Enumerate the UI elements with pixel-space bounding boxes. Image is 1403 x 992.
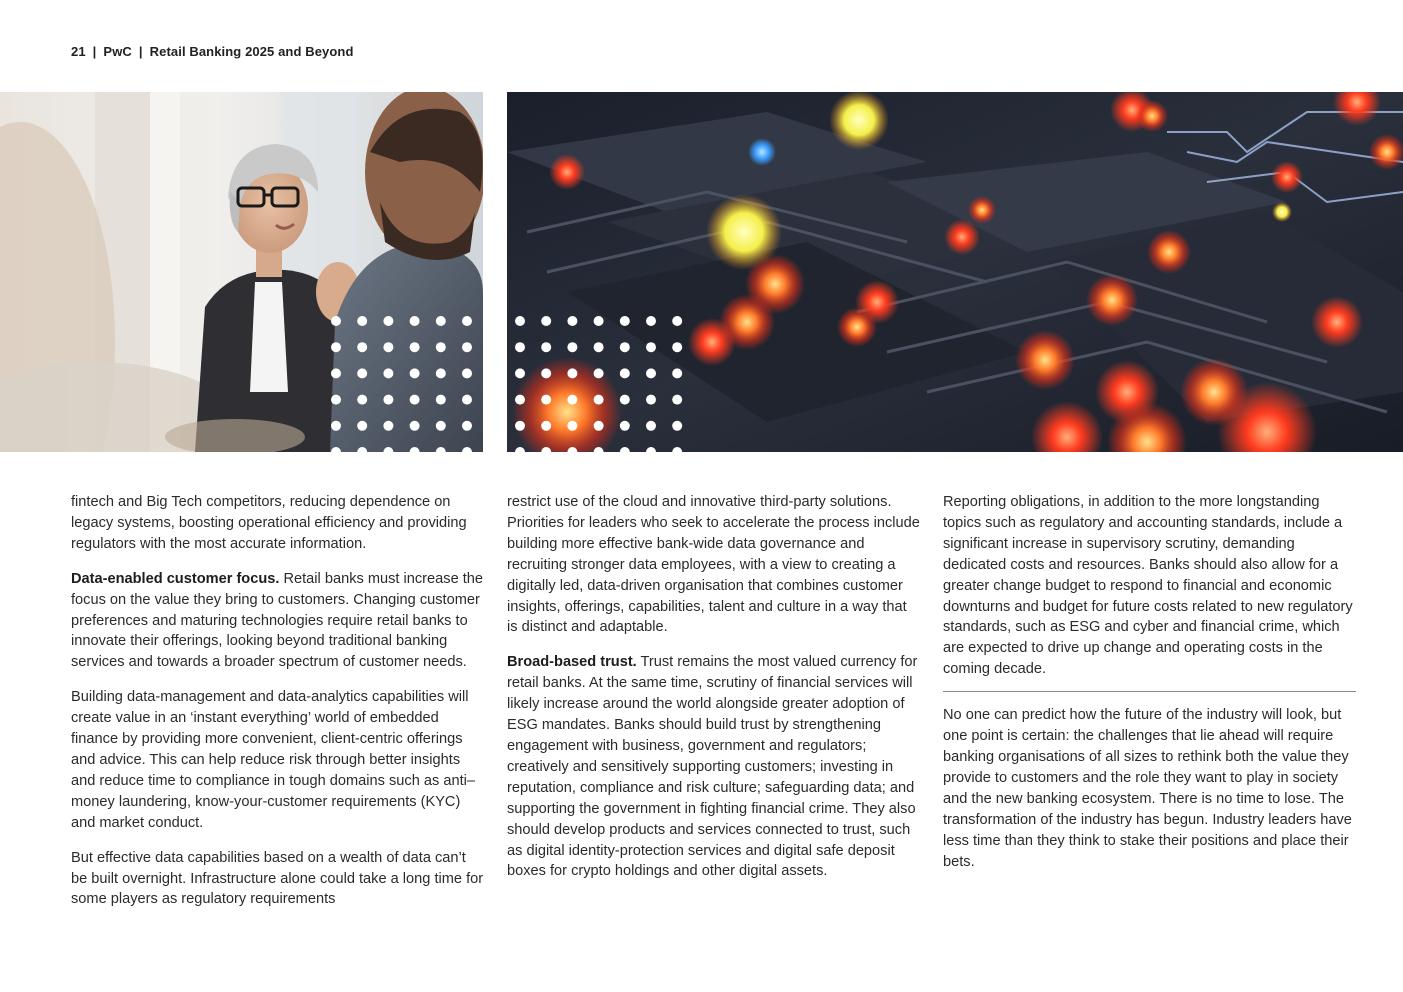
decorative-dot [620, 316, 630, 326]
decorative-dot [436, 342, 446, 352]
decorative-dot [383, 421, 393, 431]
decorative-dot [331, 316, 341, 326]
decorative-dot [567, 421, 577, 431]
decorative-dot [515, 342, 525, 352]
decorative-dot [410, 395, 420, 405]
decorative-dot [357, 395, 367, 405]
document-title: Retail Banking 2025 and Beyond [149, 44, 354, 59]
decorative-dot [436, 368, 446, 378]
paragraph: fintech and Big Tech competitors, reducing dependence on legacy systems, boosting operational efficiency and providing regulators with the most accurate information. [71, 494, 467, 552]
decorative-dot [331, 342, 341, 352]
decorative-dot [462, 342, 472, 352]
decorative-dot [436, 395, 446, 405]
header-separator: | [138, 44, 143, 59]
text-column-3 [943, 492, 1357, 886]
decorative-dot [357, 342, 367, 352]
decorative-dot [620, 395, 630, 405]
circuit-board-photo [507, 92, 1403, 452]
decorative-dot [515, 421, 525, 431]
paragraph [71, 569, 485, 674]
decorative-dot [383, 395, 393, 405]
decorative-dot [410, 368, 420, 378]
decorative-dot [567, 316, 577, 326]
paragraph-body: Trust remains the most valued currency for retail banks. At the same time, scrutiny of financial services will likely increase around the world alongside greater adoption of ESG mandates. Banks should build trust by strengthening engagement with business, government and regulators; creatively and sensitively supporting customers; investing in reputation, compliance and risk culture; safeguarding data; and supporting the government in fighting financial crime. They also should develop products and services connected to trust, such as digital identity-protection services and digital safe deposit boxes for crypto holdings and other digital assets. [507, 654, 918, 880]
page-header [71, 44, 354, 59]
decorative-dot [646, 395, 656, 405]
decorative-dot [672, 395, 682, 405]
decorative-dot [462, 316, 472, 326]
paragraph: But effective data capabilities based on a wealth of data can’t be built overnight. Infrastructure alone could take a long time for some players as regulatory requirements [71, 849, 484, 908]
decorative-dot [515, 316, 525, 326]
decorative-dot [383, 316, 393, 326]
decorative-dot [620, 368, 630, 378]
decorative-dot [515, 395, 525, 405]
decorative-dot [331, 421, 341, 431]
businesswoman-meeting-photo [0, 92, 483, 452]
decorative-dot [672, 342, 682, 352]
decorative-dot [594, 395, 604, 405]
decorative-dot [646, 368, 656, 378]
decorative-dot [357, 316, 367, 326]
decorative-dot [436, 316, 446, 326]
circuit-board-image [507, 92, 1403, 452]
decorative-dot [436, 421, 446, 431]
decorative-dot [541, 421, 551, 431]
decorative-dot [646, 316, 656, 326]
header-separator: | [92, 44, 97, 59]
paragraph-lead-heading: Data-enabled customer focus. [71, 570, 280, 587]
decorative-dot [541, 316, 551, 326]
decorative-dot [672, 316, 682, 326]
decorative-dot [620, 342, 630, 352]
decorative-dot [594, 316, 604, 326]
section-divider [943, 691, 1356, 692]
decorative-dot [620, 421, 630, 431]
paragraph-body: Retail banks must increase the focus on the value they bring to customers. Changing customer preferences and maturing technologies require retail banks to innovate their offerings, looking beyond traditional banking services and towards a broader spectrum of customer needs. [71, 570, 484, 671]
page-number: 21 [71, 44, 86, 59]
decorative-dot [567, 395, 577, 405]
decorative-dot [594, 342, 604, 352]
decorative-dot [410, 342, 420, 352]
paragraph: restrict use of the cloud and innovative third-party solutions. Priorities for leaders who seek to accelerate the process include building more effective bank-wide data governance and recruiting stronger data employees, with a view to creating a digitally led, data-driven organisation that combines customer insights, offerings, capabilities, talent and culture in a way that is distinct and adaptable. [507, 494, 920, 636]
decorative-dot [646, 421, 656, 431]
decorative-dot [541, 395, 551, 405]
decorative-dot [383, 342, 393, 352]
decorative-dot [357, 421, 367, 431]
paragraph-lead-heading: Broad-based trust. [507, 654, 637, 671]
paragraph [507, 652, 921, 882]
decorative-dot [462, 368, 472, 378]
decorative-dot [567, 368, 577, 378]
decorative-dot [383, 368, 393, 378]
decorative-dot [462, 421, 472, 431]
brand-name: PwC [103, 44, 132, 59]
decorative-dot [410, 421, 420, 431]
paragraph: Reporting obligations, in addition to the more longstanding topics such as regulatory and accounting standards, include a significant increase in supervisory scrutiny, demanding dedicated costs and resources. Banks should also allow for a greater change budget to respond to financial and economic downturns and budget for future costs related to new regulatory standards, such as ESG and cyber and financial crime, which are expected to drive up change and operating costs in the coming decade. [943, 494, 1353, 678]
decorative-dot [594, 368, 604, 378]
conclusion-paragraph: No one can predict how the future of the industry will look, but one point is certain: the challenges that lie ahead will require banking organisations of all sizes to rethink both the value they provide to customers and the role they want to play in society and the new banking ecosystem. There is no time to lose. The transformation of the industry has begun. Industry leaders have less time than they think to stake their positions and place their bets. [943, 707, 1352, 870]
decorative-dot [331, 395, 341, 405]
text-column-2 [507, 492, 921, 896]
decorative-dot [594, 421, 604, 431]
decorative-dot [541, 368, 551, 378]
decorative-dot [462, 395, 472, 405]
decorative-dot [515, 368, 525, 378]
decorative-dot [410, 316, 420, 326]
decorative-dot [672, 421, 682, 431]
decorative-dot [646, 342, 656, 352]
decorative-dot [567, 342, 577, 352]
decorative-dot [357, 368, 367, 378]
businesswoman-meeting-image [0, 92, 483, 452]
decorative-dot [331, 368, 341, 378]
paragraph: Building data-management and data-analytics capabilities will create value in an ‘instant everything’ world of embedded finance by providing more convenient, client-centric offerings and advice. This can help reduce risk through better insights and reduce time to compliance in tough domains such as anti–money laundering, know-your-customer requirements (KYC) and market conduct. [71, 689, 476, 831]
decorative-dot [541, 342, 551, 352]
decorative-dot [672, 368, 682, 378]
text-column-1 [71, 492, 485, 924]
